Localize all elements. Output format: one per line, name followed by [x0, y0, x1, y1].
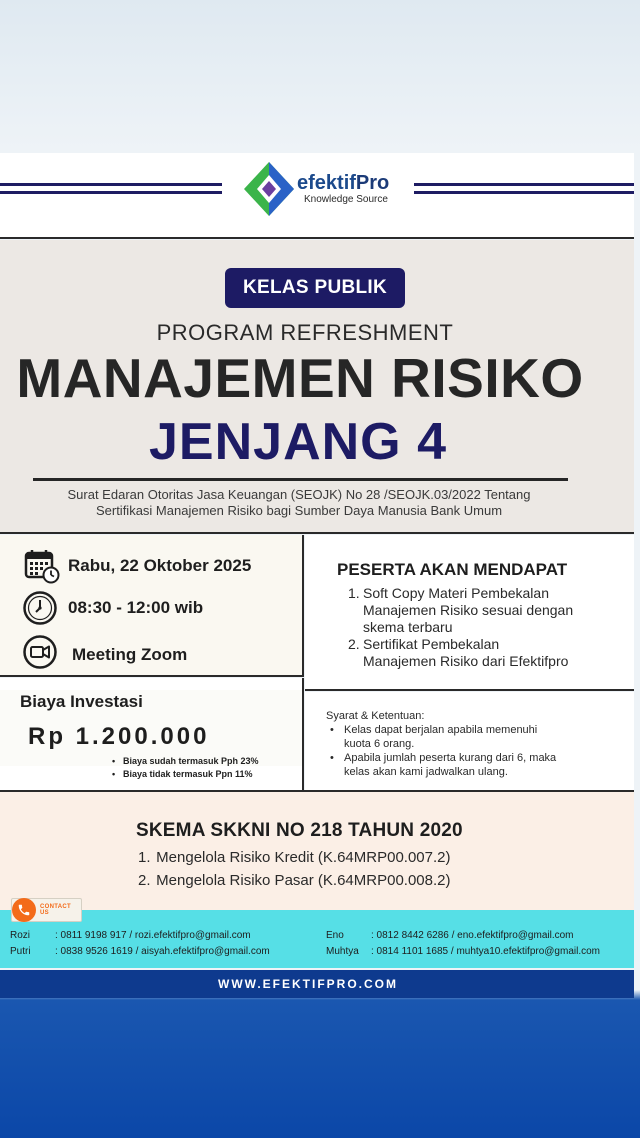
- fee-heading: Biaya Investasi: [20, 692, 143, 711]
- website-link[interactable]: WWW.EFEKTIFPRO.COM: [218, 977, 398, 991]
- contact-us-button[interactable]: CONTACT US: [11, 898, 82, 922]
- terms-list: [330, 723, 590, 779]
- page-subtitle: JENJANG 4: [149, 413, 447, 471]
- list-item: 1. Soft Copy Materi Pembekalan Manajemen Risiko sesuai dengan skema terbaru: [348, 585, 574, 635]
- contact-info: : 0838 9526 1619 / aisyah.efektifpro@gmail.com: [55, 946, 270, 957]
- list-item: 2. Mengelola Risiko Pasar (K.64MRP00.008.2): [138, 872, 451, 889]
- contact-info: : 0812 8442 6286 / eno.efektifpro@gmail.com: [371, 930, 574, 941]
- kelas-publik-badge: KELAS PUBLIK: [225, 268, 405, 308]
- header-rule-right: [414, 183, 634, 186]
- fee-notes: [112, 755, 259, 781]
- terms-heading: Syarat & Ketentuan:: [326, 710, 425, 722]
- header-rule-left-2: [0, 191, 222, 194]
- contact-name: Eno: [326, 930, 344, 941]
- skema-list: [138, 846, 450, 892]
- brand-tagline: Knowledge Source: [304, 194, 388, 205]
- program-label: PROGRAM REFRESHMENT: [156, 320, 454, 345]
- benefits-list: [338, 585, 618, 670]
- contact-name: Putri: [10, 946, 31, 957]
- header-rule-left: [0, 183, 222, 186]
- list-item: • Kelas dapat berjalan apabila memenuhi kuota 6 orang.: [330, 724, 538, 750]
- fee-price: Rp 1.200.000: [28, 723, 210, 750]
- list-item: • Apabila jumlah peserta kurang dari 6, maka kelas akan kami jadwalkan ulang.: [330, 752, 557, 778]
- contact-name: Rozi: [10, 930, 31, 941]
- list-item: • Biaya tidak termasuk Ppn 11%: [112, 769, 253, 779]
- contact-info: : 0811 9198 917 / rozi.efektifpro@gmail.com: [55, 930, 251, 941]
- benefits-heading: PESERTA AKAN MENDAPAT: [337, 560, 568, 579]
- calendar-icon: [24, 548, 60, 584]
- list-item: • Biaya sudah termasuk Pph 23%: [112, 756, 259, 766]
- brand-name: efektifPro: [297, 172, 390, 194]
- event-date: Rabu, 22 Oktober 2025: [68, 556, 252, 575]
- page-title: MANAJEMEN RISIKO: [16, 347, 584, 409]
- contact-info: : 0814 1101 1685 / muhtya10.efektifpro@gmail.com: [371, 946, 600, 957]
- regulation-text: Surat Edaran Otoritas Jasa Keuangan (SEOJK) No 28 /SEOJK.03/2022 Tentang Sertifikasi Manajemen Risiko bagi Sumber Daya Manusia Bank Umum: [67, 487, 531, 518]
- title-divider: [33, 478, 568, 481]
- skema-heading: SKEMA SKKNI NO 218 TAHUN 2020: [136, 820, 463, 841]
- clock-icon: [22, 590, 58, 626]
- video-camera-icon: [22, 634, 58, 670]
- contact-name: Muhtya: [326, 946, 359, 957]
- event-time: 08:30 - 12:00 wib: [68, 598, 204, 617]
- event-venue: Meeting Zoom: [72, 645, 188, 664]
- efektifpro-logo-icon: [244, 162, 294, 216]
- list-item: 1. Mengelola Risiko Kredit (K.64MRP00.007.2): [138, 849, 451, 866]
- list-item: 2. Sertifikat Pembekalan Manajemen Risiko dari Efektifpro: [348, 636, 569, 669]
- phone-icon: [12, 898, 36, 922]
- header-rule-right-2: [414, 191, 634, 194]
